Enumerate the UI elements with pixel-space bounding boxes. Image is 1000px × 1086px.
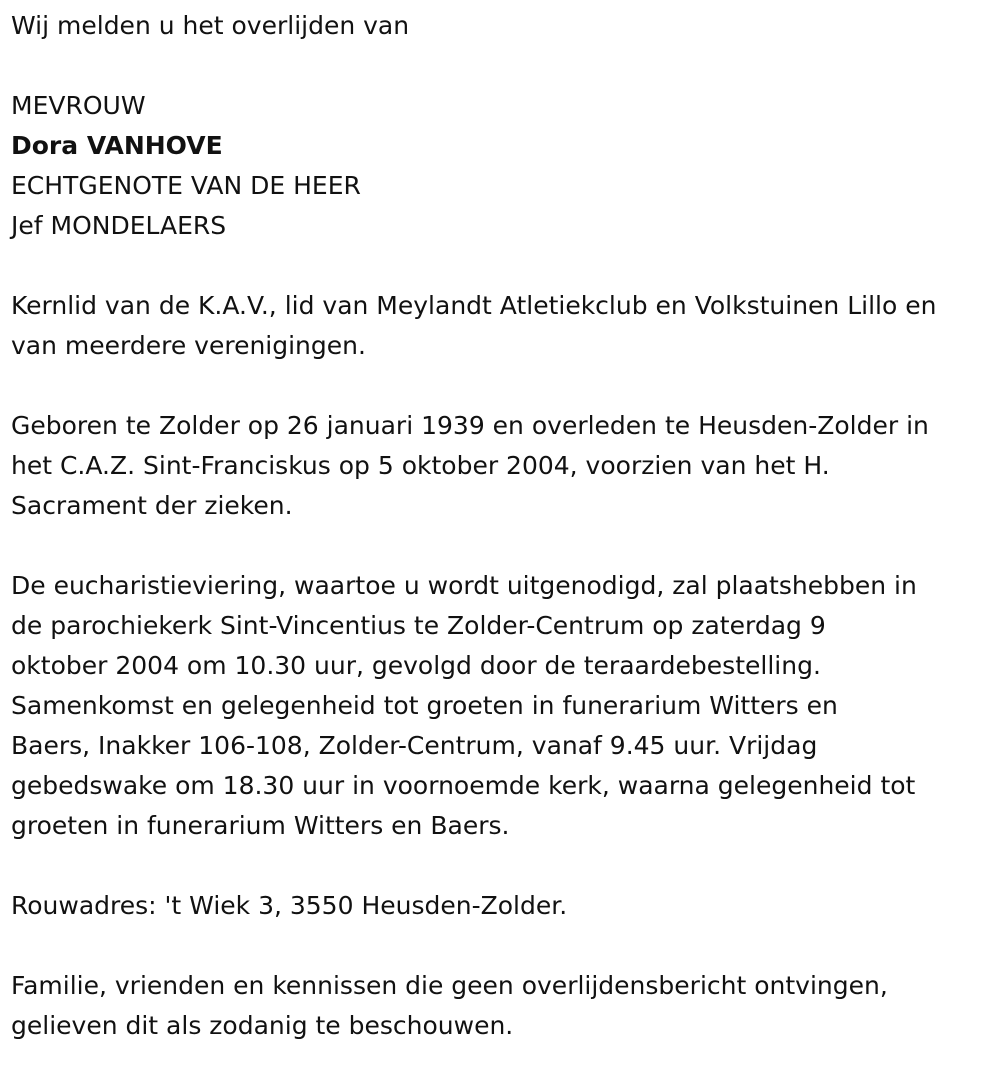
spacer (11, 926, 990, 966)
mourning-address: Rouwadres: 't Wiek 3, 3550 Heusden-Zolder. (11, 891, 568, 920)
closing-line: gelieven dit als zodanig te beschouwen. (11, 1011, 514, 1040)
relation-text: ECHTGENOTE VAN DE HEER (11, 171, 361, 200)
birth-death-paragraph (11, 406, 990, 526)
title-text: MEVROUW (11, 91, 146, 120)
deceased-name: Dora VANHOVE (11, 131, 223, 160)
ceremony-paragraph (11, 566, 990, 846)
ceremony-line: De eucharistieviering, waartoe u wordt uitgenodigd, zal plaatshebben in (11, 571, 917, 600)
birth-death-line: Geboren te Zolder op 26 januari 1939 en overleden te Heusden-Zolder in (11, 411, 929, 440)
spacer (11, 46, 990, 86)
intro-text: Wij melden u het overlijden van (11, 11, 410, 40)
ceremony-line: gebedswake om 18.30 uur in voornoemde kerk, waarna gelegenheid tot (11, 771, 916, 800)
spacer (11, 846, 990, 886)
birth-death-line: het C.A.Z. Sint-Franciskus op 5 oktober 2004, voorzien van het H. (11, 451, 830, 480)
memberships-line: van meerdere verenigingen. (11, 331, 366, 360)
ceremony-line: de parochiekerk Sint-Vincentius te Zolder-Centrum op zaterdag 9 (11, 611, 826, 640)
spacer (11, 246, 990, 286)
birth-death-line: Sacrament der zieken. (11, 491, 293, 520)
spacer (11, 366, 990, 406)
memberships-paragraph (11, 286, 990, 366)
ceremony-line: Baers, Inakker 106-108, Zolder-Centrum, vanaf 9.45 uur. Vrijdag (11, 731, 818, 760)
spacer (11, 526, 990, 566)
closing-line: Familie, vrienden en kennissen die geen overlijdensbericht ontvingen, (11, 971, 888, 1000)
ceremony-line: oktober 2004 om 10.30 uur, gevolgd door de teraardebestelling. (11, 651, 821, 680)
memberships-line: Kernlid van de K.A.V., lid van Meylandt Atletiekclub en Volkstuinen Lillo en (11, 291, 937, 320)
spouse-name: Jef MONDELAERS (11, 211, 227, 240)
closing-paragraph (11, 966, 990, 1046)
ceremony-line: Samenkomst en gelegenheid tot groeten in funerarium Witters en (11, 691, 838, 720)
ceremony-line: groeten in funerarium Witters en Baers. (11, 811, 510, 840)
